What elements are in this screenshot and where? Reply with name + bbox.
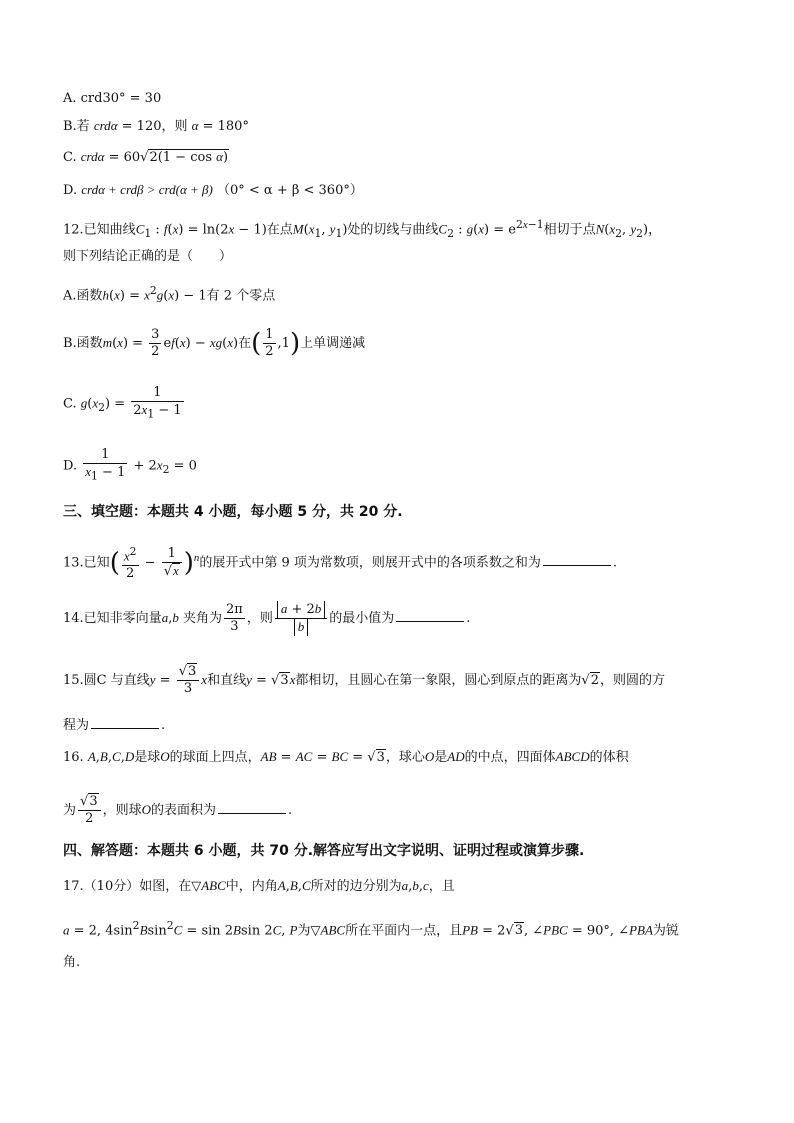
section-3-heading: 三、填空题：本题共 4 小题，每小题 5 分，共 20 分. bbox=[63, 504, 403, 520]
option-11-d: D. crdα + crdβ > crd(α + β) （0° < α + β < 360°） bbox=[63, 182, 363, 198]
option-12-d: D. $\frac{1}{x_1 - 1}$ + $2x_2 = 0$ bbox=[63, 447, 197, 483]
question-17: 17.（10分）如图，在▽ABC中，内角A,B,C所对的边分别为a,b,c，且 bbox=[63, 878, 455, 894]
option-12-c: C. $g(x_2)$ = $\frac{1}{2x_1 - 1}$ bbox=[63, 385, 182, 421]
question-15-cont: 程为 . bbox=[63, 714, 165, 736]
question-15: 15.圆C 与直线y = $\frac{√3}{3}$ x和直线y = √3x都相切，且圆心在第一象限，圆心到原点的距离为√2，则圆的方 bbox=[63, 664, 665, 696]
question-12-prompt: 则下列结论正确的是（ ） bbox=[63, 249, 233, 264]
question-14: 14.已知非零向量a,b 夹角为 $\frac{2\pi}{3}$ ，则 $\frac{a + 2b}{b}$ 的最小值为 . bbox=[63, 601, 471, 634]
option-11-c: C. crdα = 60√2(1 − cos α) bbox=[63, 149, 229, 165]
question-16: 16. A,B,C,D是球O的球面上四点，AB = AC = BC = √3，球心O是AD的中点，四面体ABCD的体积 bbox=[63, 749, 629, 765]
option-12-b: B.函数m(x) = $\frac{3}{2}$ ef(x) − xg(x)在( $\frac{1}{2}$ ,1)上单调递减 bbox=[63, 327, 366, 359]
option-12-a: A.函数$h(x) = x^2g(x) - 1$有 2 个零点 bbox=[63, 284, 276, 304]
question-16-cont: 为 $\frac{√3}{2}$ ，则球O的表面积为 . bbox=[63, 794, 293, 826]
option-11-b: B.若 crdα = 120，则 α = 180° bbox=[63, 118, 249, 134]
option-11-a: A. crd30° = 30 bbox=[63, 91, 162, 106]
question-13: 13.已知( $\frac{x^2}{2}$ − $\frac{1}{√x}$ )$^n$的展开式中第 9 项为常数项，则展开式中的各项系数之和为 . bbox=[63, 544, 618, 581]
section-4-heading: 四、解答题：本题共 6 小题，共 70 分.解答应写出文字说明、证明过程或演算步骤. bbox=[63, 843, 585, 859]
question-17-cont: a = 2, $4\sin^2Bsin^2C = \sin 2Bsin$ 2C, P为▽ABC所在平面内一点，且PB = 2√3, ∠PBC = 90°, ∠PBA为锐 bbox=[63, 919, 679, 939]
question-17-end: 角. bbox=[63, 955, 81, 970]
question-12: 12.已知曲线$C_1$ : f(x) = ln(2x − 1)在点$M(x_1$, $y_1$)处的切线与曲线$C_2$ : $g(x) = e^{2x-1}$相切于点$N(x_2$, $y_2$)， bbox=[63, 218, 662, 240]
